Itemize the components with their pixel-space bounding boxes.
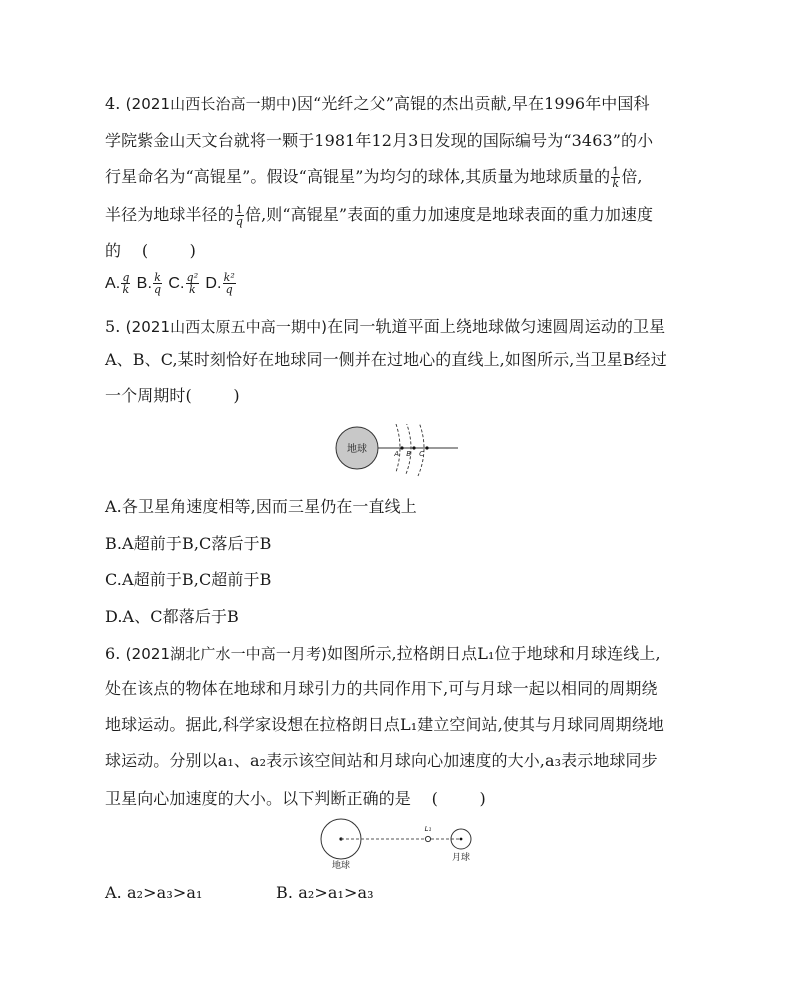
q6-lagrange-figure	[318, 818, 480, 872]
q5-option-a: A.各卫星角速度相等,因而三星仍在一直线上	[105, 497, 417, 516]
satellite-b	[412, 446, 415, 449]
q5-source: (2021山西太原五中高一期中)	[125, 318, 328, 336]
q5-line-2: A、B、C,某时刻恰好在地球同一侧并在过地心的直线上,如图所示,当卫星B经过	[105, 350, 667, 369]
satellite-a	[400, 446, 403, 449]
q4-option-c-label: C.	[168, 275, 185, 292]
q4-number: 4.	[105, 94, 121, 113]
frac-num: k²	[223, 271, 235, 284]
label-a: A	[394, 450, 399, 458]
q5-satellite-figure	[330, 424, 464, 478]
q5-line-3: 一个周期时( )	[105, 386, 240, 405]
moon-label: 月球	[451, 853, 471, 863]
frac-num: 1	[235, 203, 243, 216]
q4-line-3	[105, 166, 643, 189]
frac-den: k	[612, 177, 620, 190]
q5-option-c: C.A超前于B,C超前于B	[105, 570, 272, 589]
lagrange-label: L₁	[424, 825, 432, 833]
q6-line-2: 处在该点的物体在地球和月球引力的共同作用下,可与月球一起以相同的周期绕	[105, 679, 658, 698]
q4-option-a-fraction	[121, 272, 130, 295]
q4-option-c-fraction	[186, 272, 200, 295]
q4-text-4b: 倍,则“高锟星”表面的重力加速度是地球表面的重力加速度	[244, 205, 654, 224]
q6-line-5: 卫星向心加速度的大小。以下判断正确的是 ( )	[105, 789, 486, 808]
q4-fraction-radius	[235, 204, 244, 227]
q6-number: 6.	[105, 644, 121, 663]
q4-source: (2021山西长治高一期中)	[125, 95, 297, 113]
q5-option-b: B.A超前于B,C落后于B	[105, 534, 272, 553]
q4-line-2: 学院紫金山天文台就将一颗于1981年12月3日发现的国际编号为“3463”的小	[105, 131, 654, 150]
q4-line-4	[105, 204, 653, 227]
q4-text-1: 因“光纤之父”高锟的杰出贡献,早在1996年中国科	[296, 94, 650, 113]
q6-text-1: 如图所示,拉格朗日点L₁位于地球和月球连线上,	[327, 644, 661, 663]
q5-text-1: 在同一轨道平面上绕地球做匀速圆周运动的卫星	[327, 317, 666, 336]
q4-text-3a: 行星命名为“高锟星”。假设“高锟星”为均匀的球体,其质量为地球质量的	[105, 167, 611, 186]
q6-option-b: B. a₂>a₁>a₃	[276, 883, 374, 902]
q4-line-1	[105, 93, 650, 115]
frac-num: q²	[186, 271, 199, 284]
frac-num: k	[154, 271, 161, 284]
frac-den: k	[122, 283, 130, 296]
q6-line-4: 球运动。分别以a₁、a₂表示该空间站和月球向心加速度的大小,a₃表示地球同步	[105, 751, 658, 770]
q6-source: (2021湖北广水一中高一月考)	[125, 645, 328, 663]
label-c: C	[419, 450, 424, 458]
q5-option-d: D.A、C都落后于B	[105, 607, 239, 626]
q4-options	[105, 272, 237, 295]
orbit-b	[406, 424, 411, 474]
satellite-c	[425, 446, 428, 449]
q4-line-5: 的 ( )	[105, 241, 197, 260]
q4-text-3b: 倍,	[621, 167, 643, 186]
q4-option-b-fraction	[153, 272, 162, 295]
frac-den: q	[225, 283, 233, 296]
frac-den: q	[235, 215, 243, 228]
moon-center-dot	[460, 838, 463, 841]
q4-option-d-label: D.	[205, 275, 222, 292]
frac-num: q	[122, 271, 130, 284]
frac-num: 1	[612, 165, 620, 178]
q5-line-1	[105, 316, 665, 338]
q6-line-1	[105, 643, 661, 665]
q4-option-d-fraction	[223, 272, 236, 295]
frac-den: q	[154, 283, 162, 296]
q6-line-3: 地球运动。据此,科学家设想在拉格朗日点L₁建立空间站,使其与月球同周期绕地	[105, 715, 664, 734]
earth-label: 地球	[331, 861, 351, 871]
q6-option-a: A. a₂>a₃>a₁	[105, 883, 203, 902]
label-b: B	[406, 450, 411, 458]
q4-fraction-mass	[611, 166, 620, 189]
lagrange-point	[425, 836, 430, 841]
q4-option-b-label: B.	[136, 275, 152, 292]
frac-den: k	[188, 283, 196, 296]
q5-number: 5.	[105, 317, 121, 336]
earth-label: 地球	[347, 444, 367, 455]
q4-text-4a: 半径为地球半径的	[105, 205, 234, 224]
q4-option-a-label: A.	[105, 275, 121, 292]
